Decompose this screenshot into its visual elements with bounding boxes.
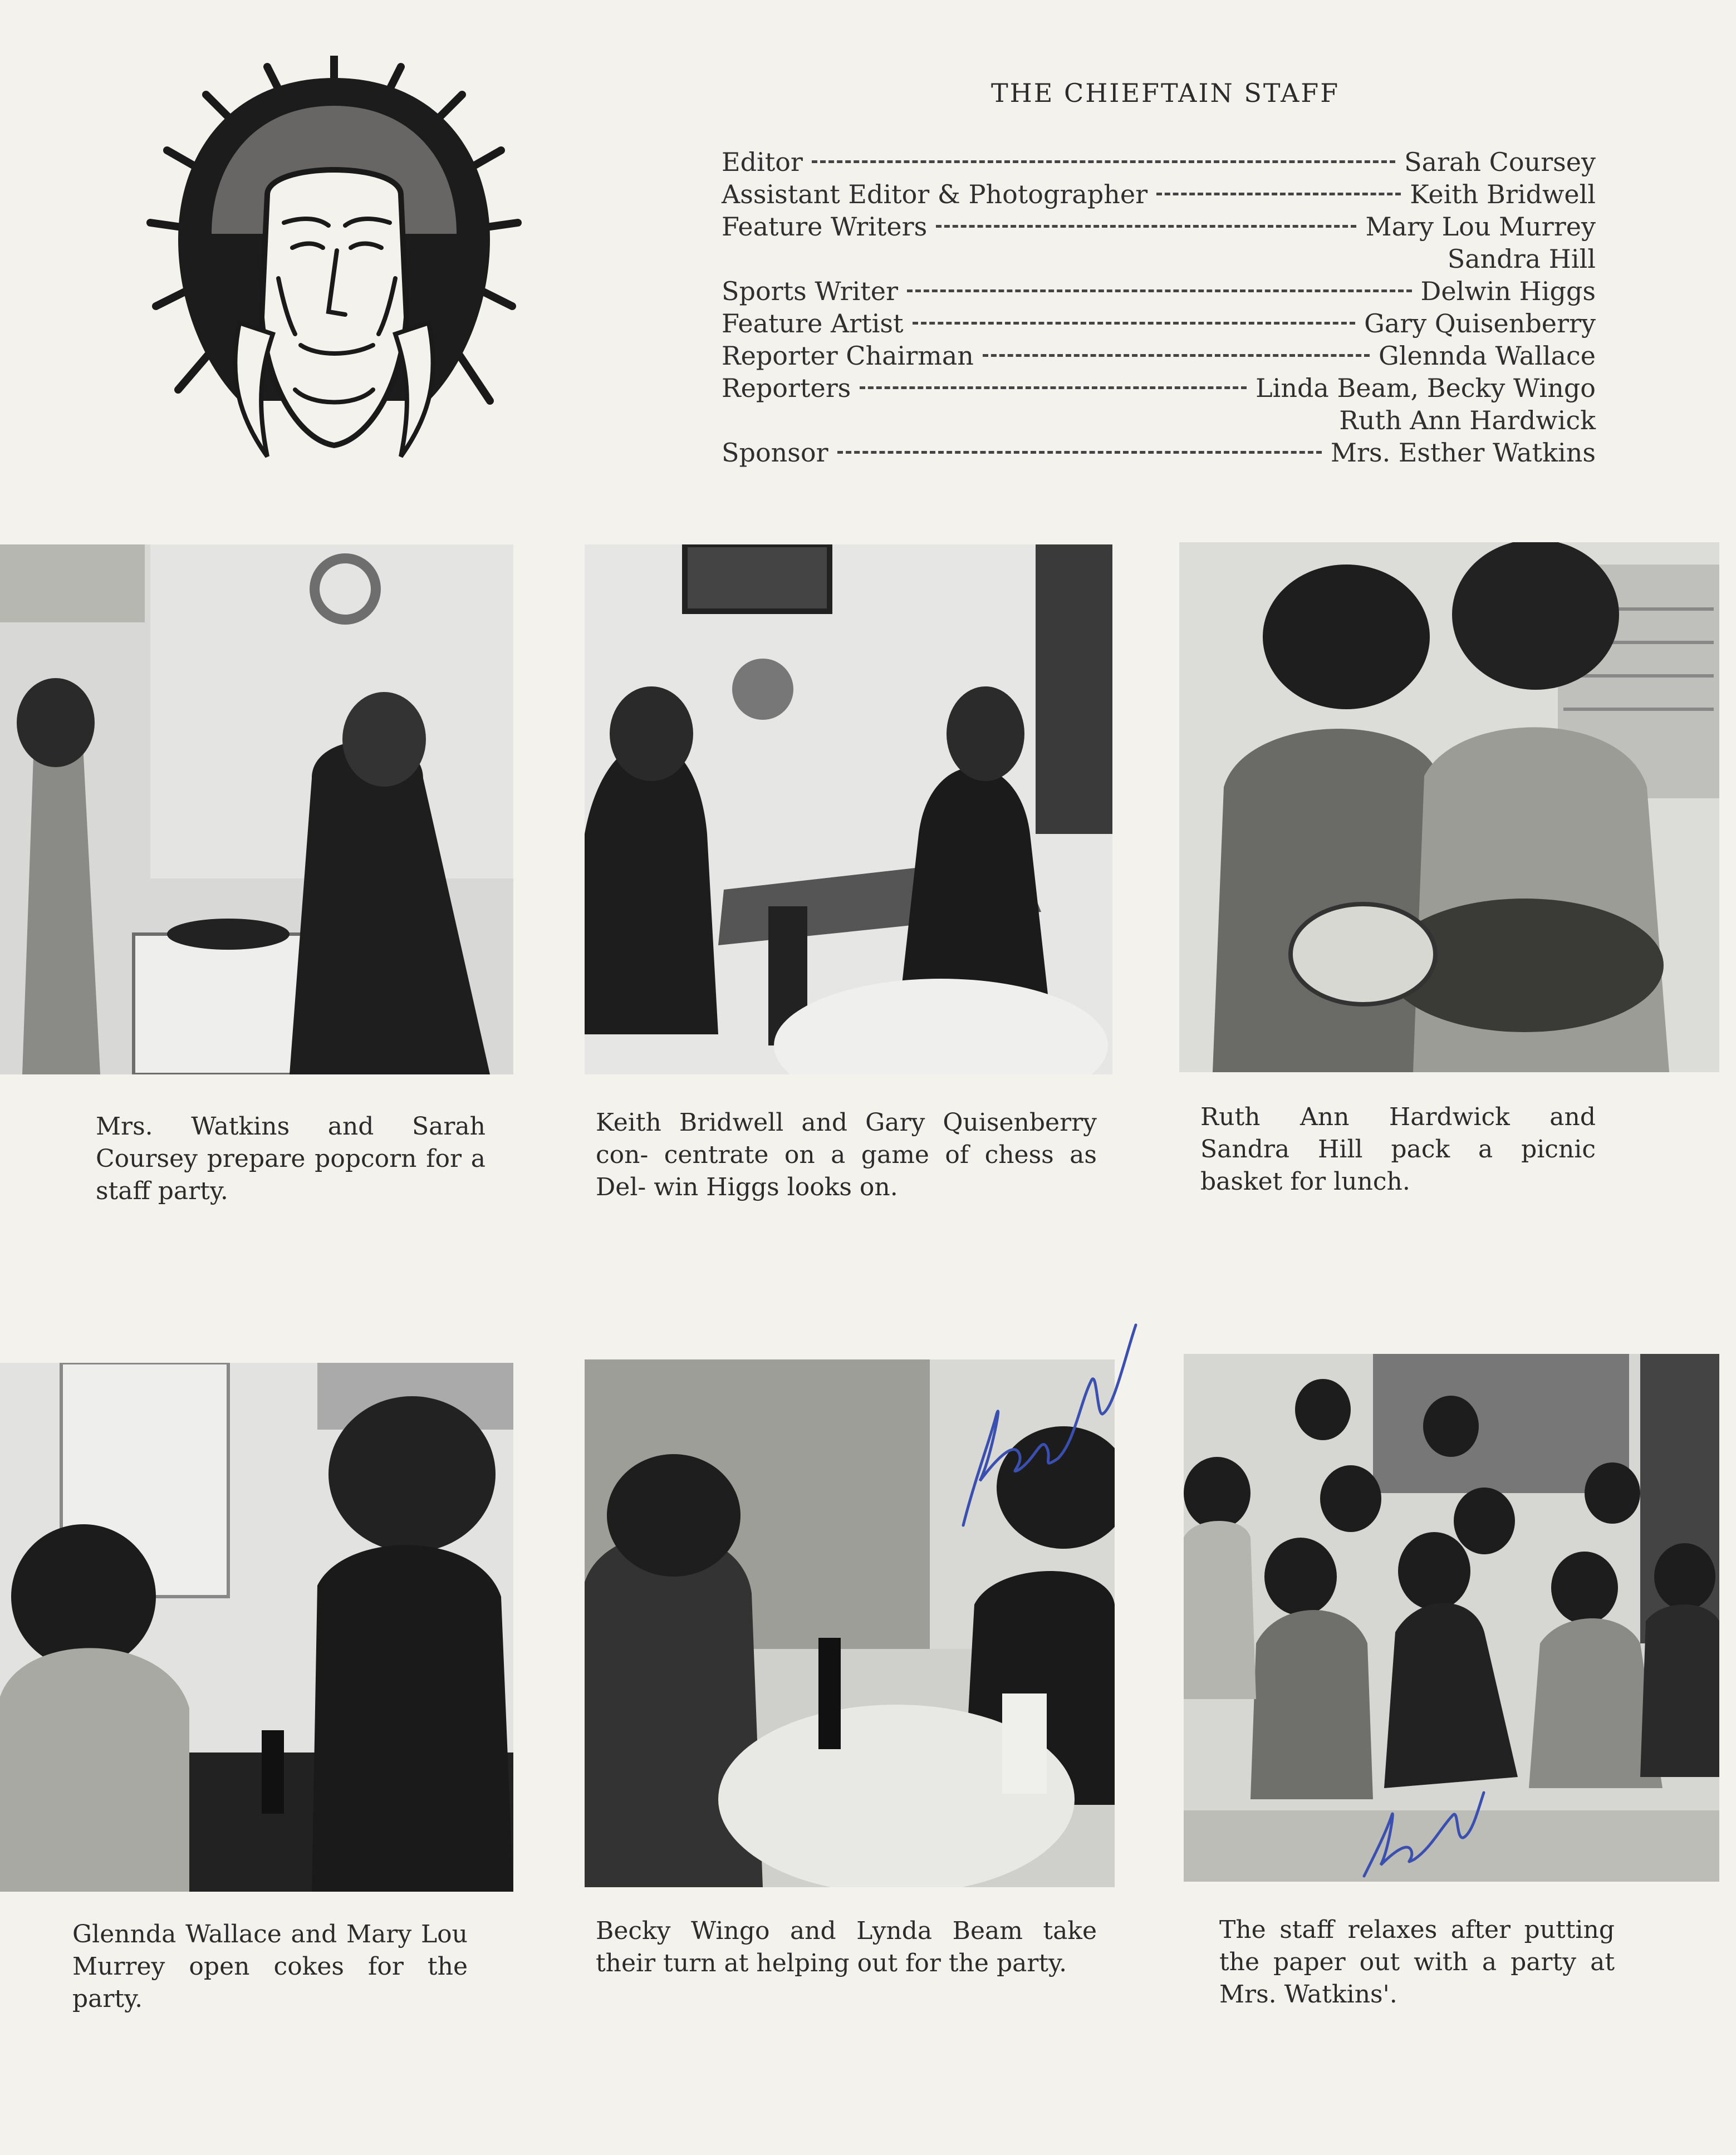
staff-name: Mrs. Esther Watkins [1330, 438, 1596, 468]
leader-dashes [983, 354, 1370, 357]
photo-staff-group [1184, 1354, 1719, 1882]
leader-dashes [907, 289, 1412, 292]
leader-dashes [860, 386, 1247, 389]
leader-dashes [812, 160, 1395, 163]
staff-name: Gary Quisenberry [1364, 308, 1596, 338]
staff-row [722, 404, 1596, 436]
chieftain-headdress-icon [145, 56, 523, 479]
staff-role: Feature Writers [722, 212, 928, 242]
staff-role: Sponsor [722, 438, 828, 468]
staff-name: Glennda Wallace [1379, 341, 1596, 371]
staff-row [722, 210, 1596, 243]
staff-row [722, 243, 1596, 275]
staff-title: THE CHIEFTAIN STAFF [991, 78, 1340, 108]
staff-name: Linda Beam, Becky Wingo [1256, 373, 1596, 403]
staff-role: Sports Writer [722, 276, 898, 306]
photo-caption: Glennda Wallace and Mary Lou Murrey open cokes for the party. [72, 1920, 468, 2013]
staff-row [722, 340, 1596, 372]
staff-name: Keith Bridwell [1410, 179, 1596, 209]
photo-popcorn [0, 544, 513, 1074]
leader-dashes [936, 225, 1356, 228]
leader-dashes [1156, 193, 1401, 195]
staff-name: Sandra Hill [1447, 244, 1596, 274]
staff-role: Assistant Editor & Photographer [722, 179, 1148, 209]
staff-row [722, 436, 1596, 469]
staff-name: Sarah Coursey [1404, 147, 1596, 177]
staff-name: Delwin Higgs [1420, 276, 1596, 306]
staff-row [722, 178, 1596, 210]
photo-caption: The staff relaxes after putting the paper out with a party at Mrs. Watkins'. [1219, 1916, 1615, 2009]
staff-row [722, 307, 1596, 340]
staff-role: Feature Artist [722, 308, 904, 338]
staff-list [722, 146, 1596, 469]
leader-dashes [913, 322, 1356, 325]
photo-caption: Mrs. Watkins and Sarah Coursey prepare popcorn for a staff party. [96, 1112, 486, 1205]
staff-row [722, 372, 1596, 404]
staff-role: Reporter Chairman [722, 341, 974, 371]
staff-name: Mary Lou Murrey [1365, 212, 1596, 242]
photo-caption: Ruth Ann Hardwick and Sandra Hill pack a picnic basket for lunch. [1200, 1103, 1596, 1196]
staff-name: Ruth Ann Hardwick [1339, 405, 1596, 435]
leader-dashes [837, 451, 1322, 454]
staff-role: Editor [722, 147, 803, 177]
photo-becky-lynda [585, 1359, 1115, 1887]
photo-caption: Becky Wingo and Lynda Beam take their turn at helping out for the party. [596, 1917, 1097, 1977]
staff-role: Reporters [722, 373, 851, 403]
photo-chess [585, 544, 1112, 1074]
photo-picnic [1179, 542, 1719, 1072]
photo-caption: Keith Bridwell and Gary Quisenberry con- centrate on a game of chess as Del- win Higgs looks on. [596, 1108, 1097, 1201]
photo-cokes [0, 1363, 513, 1892]
staff-row [722, 275, 1596, 307]
staff-row [722, 146, 1596, 178]
